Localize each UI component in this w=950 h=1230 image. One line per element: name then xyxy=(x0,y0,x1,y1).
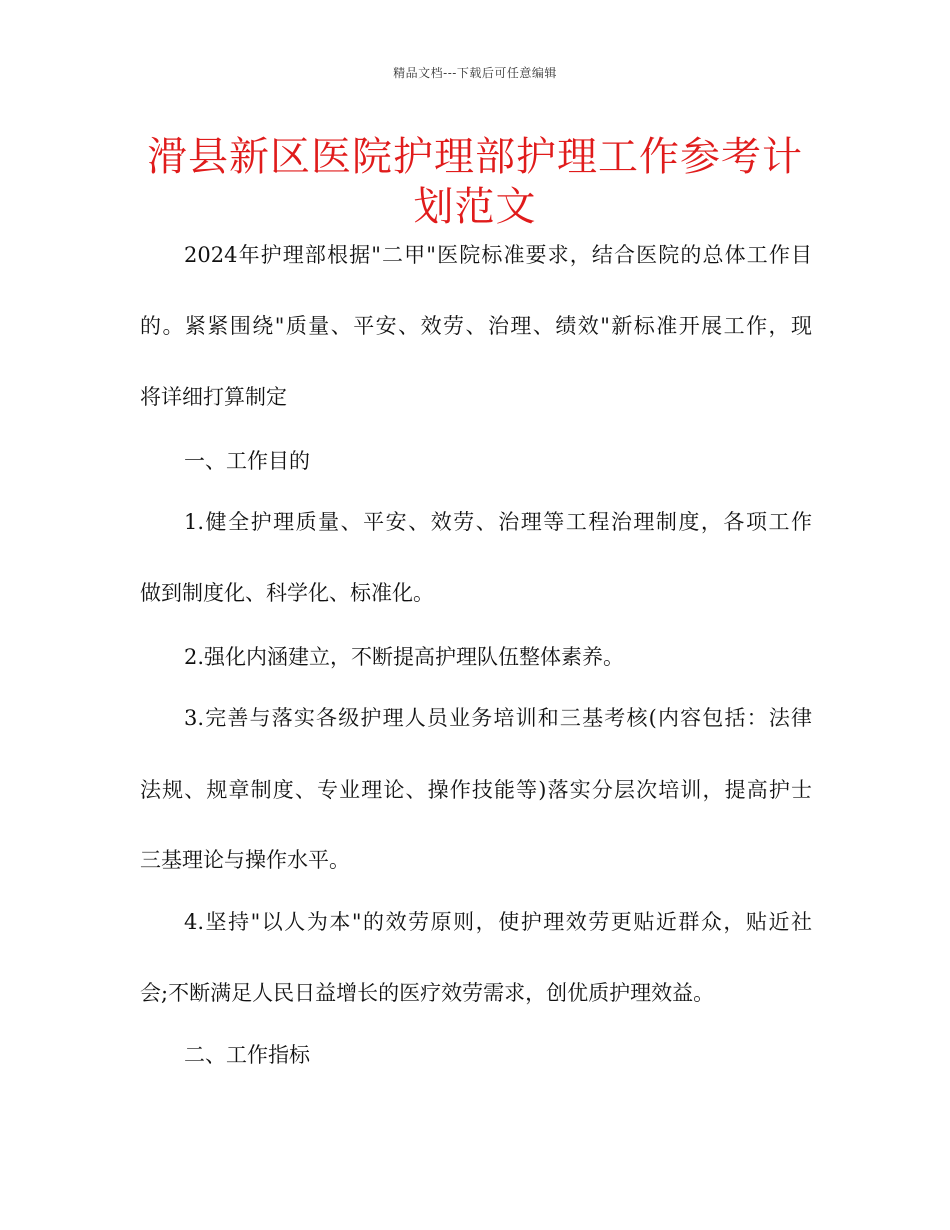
intro-line-3: 将详细打算制定 xyxy=(140,385,287,409)
header-note: 精品文档---下载后可任意编辑 xyxy=(393,66,557,80)
section-2-heading: 二、工作指标 xyxy=(184,1043,310,1067)
section-1-heading: 一、工作目的 xyxy=(184,449,310,473)
item-4-line-1: 4.坚持"以人为本"的效劳原则，使护理效劳更贴近群众，贴近社 xyxy=(184,910,812,934)
intro-line-1: 2024年护理部根据"二甲"医院标准要求，结合医院的总体工作目 xyxy=(184,243,812,267)
intro-line-2: 的。紧紧围绕"质量、平安、效劳、治理、绩效"新标准开展工作，现 xyxy=(140,314,812,338)
item-1-line-1: 1.健全护理质量、平安、效劳、治理等工程治理制度，各项工作 xyxy=(184,510,812,534)
item-3-line-2: 法规、规章制度、专业理论、操作技能等)落实分层次培训，提高护士 xyxy=(140,778,812,802)
item-2-line-1: 2.强化内涵建立，不断提高护理队伍整体素养。 xyxy=(184,645,625,669)
item-4-line-2: 会;不断满足人民日益增长的医疗效劳需求，创优质护理效益。 xyxy=(140,981,715,1005)
item-3-line-3: 三基理论与操作水平。 xyxy=(140,848,350,872)
item-1-line-2: 做到制度化、科学化、标准化。 xyxy=(140,581,434,605)
document-title: 滑县新区医院护理部护理工作参考计划范文 xyxy=(147,134,803,230)
item-3-line-1: 3.完善与落实各级护理人员业务培训和三基考核(内容包括：法律 xyxy=(184,706,812,730)
